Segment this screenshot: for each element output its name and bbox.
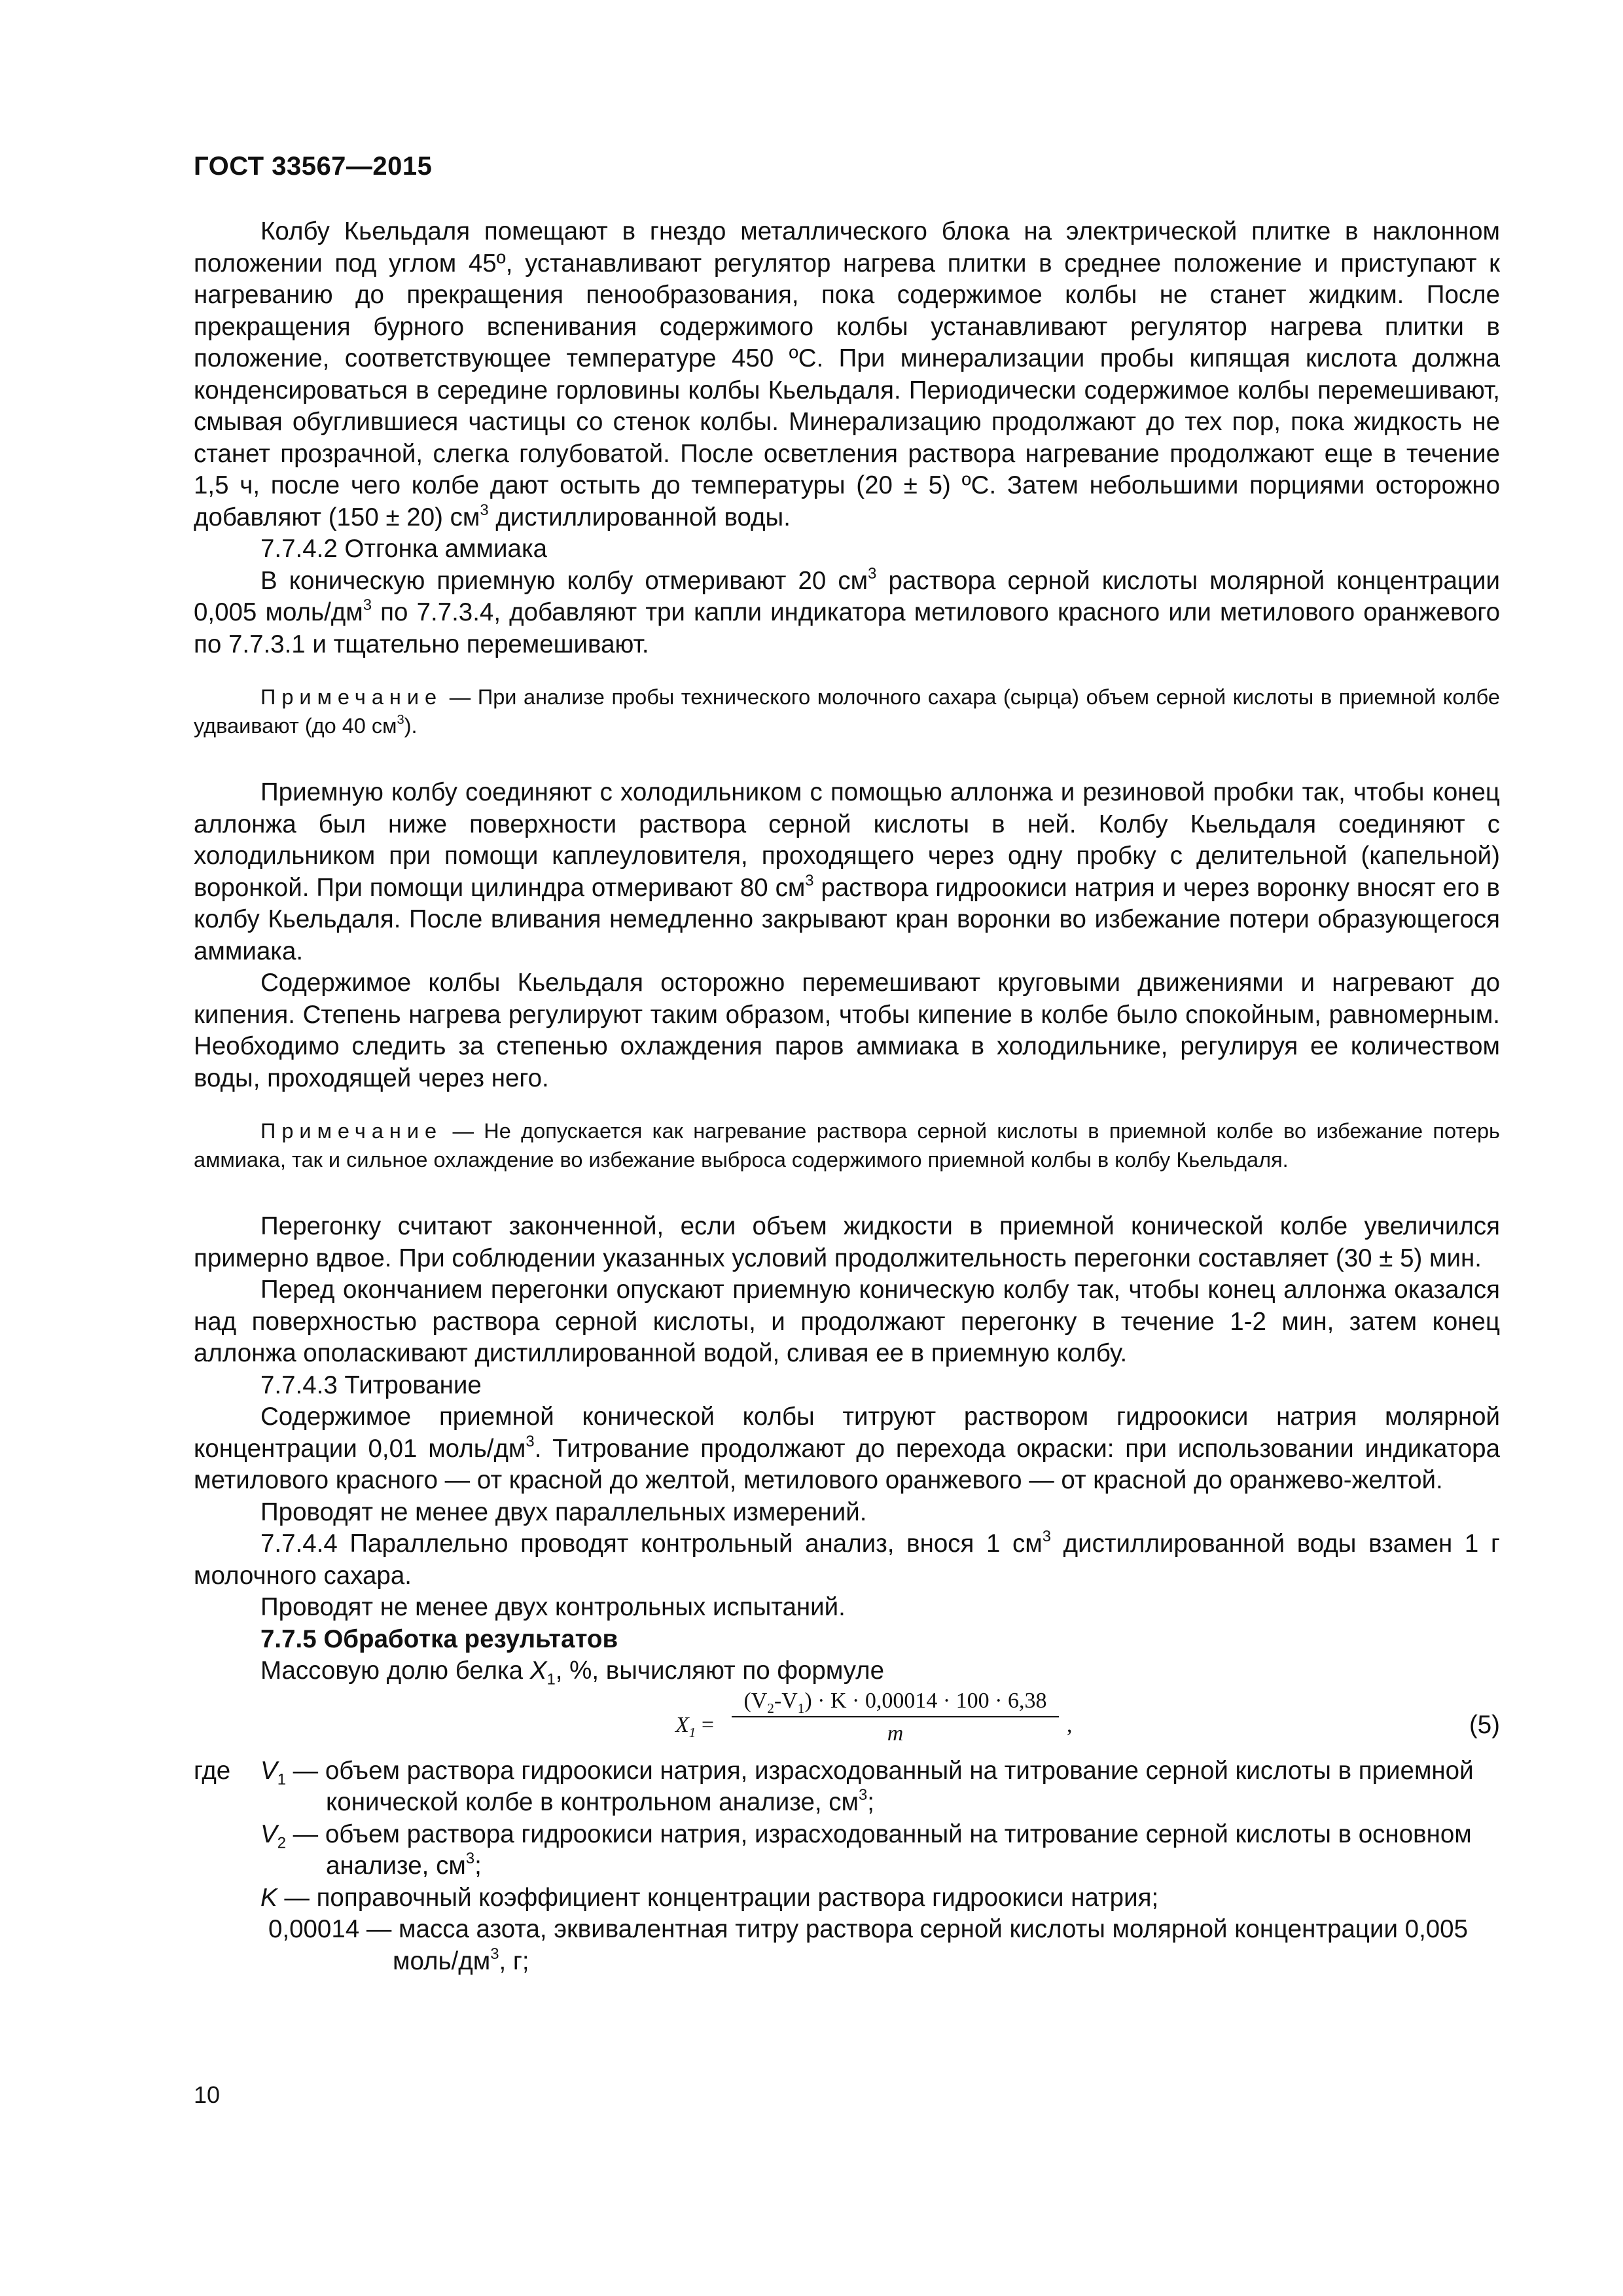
- note-1: Примечание — При анализе пробы технического молочного сахара (сырца) объем серной кислоты в приемной колбе удваивают (до 40 $см^3$).: [194, 685, 1500, 738]
- page-number: 10: [194, 2081, 221, 2108]
- standard-id: ГОСТ 33567—2015: [194, 152, 433, 181]
- paragraph-formula-intro: Массовую долю белка $X_1$, %, вычисляют по формуле: [260, 1657, 885, 1689]
- note-label: Примечание: [260, 1119, 443, 1143]
- paragraph-condenser: Приемную колбу соединяют с холодильником с помощью аллонжа и резиновой пробки так, чтобы конец аллонжа был ниже поверхности раствора серной кислоты в ней. Колбу Кьельдаля соединяют с холодильником при помощи каплеуловителя, проходящего через одну пробку с делительной (капельной) воронкой. При помощи цилиндра отмеривают 80 $см^3$ раствора гидроокиси натрия и через воронку вносят его в колбу Кьельдаля. После вливания немедленно закрывают кран воронки во избежание потери образующегося аммиака.: [194, 778, 1500, 965]
- formula-5: $X_1$ = $(V_2-V_1) \cdot K \cdot 0,00014 \cdot 100 \cdot 6,38$ m , (5): [194, 1687, 1500, 1755]
- definition-v1: где $V_1$ — объем раствора гидроокиси натрия, израсходованный на титрование серной кислоты в приемной конической колбе в контрольном анализе, $см^3$;: [194, 1756, 1474, 1816]
- paragraph-control-analysis: 7.7.4.4 Параллельно проводят контрольный анализ, внося 1 $см^3$ дистиллированной воды взамен 1 г молочного сахара.: [194, 1528, 1500, 1590]
- section-heading-7743: 7.7.4.3 Титрование: [260, 1371, 482, 1399]
- fraction-bar: [732, 1716, 1059, 1717]
- section-heading-7742: 7.7.4.2 Отгонка аммиака: [260, 535, 548, 563]
- definition-v2: $V_2$ — объем раствора гидроокиси натрия, израсходованный на титрование серной кислоты в основном анализе, $см^3$;: [260, 1820, 1472, 1880]
- document-body: [194, 216, 1500, 1977]
- formula-number: (5): [1469, 1710, 1500, 1739]
- formula-fraction: [732, 1687, 1059, 1748]
- document-header: [194, 152, 432, 181]
- formula-denominator: m: [887, 1721, 904, 1746]
- formula-numerator: $(V_2-V_1) \cdot K \cdot 0,00014 \cdot 100 \cdot 6,38$: [743, 1688, 1047, 1716]
- definition-nitrogen-mass: 0,00014 — масса азота, эквивалентная титру раствора серной кислоты молярной концентрации 0,005 моль/$дм^3$, г;: [268, 1915, 1468, 1975]
- paragraph-control-tests: Проводят не менее двух контрольных испытаний.: [260, 1593, 846, 1621]
- paragraph-mineralization: Колбу Кьельдаля помещают в гнездо металлического блока на электрической плитке в наклонном положении под углом 45º, устанавливают регулятор нагрева плитки в среднее положение и приступают к нагреванию до прекращения пенообразования, пока содержимое колбы не станет жидким. После прекращения бурного вспенивания содержимого колбы устанавливают регулятор нагрева плитки в положение, соответствующее температуре 450 ºС. При минерализации пробы кипящая кислота должна конденсироваться в середине горловины колбы Кьельдаля. Периодически содержимое колбы перемешивают, смывая обуглившиеся частицы со стенок колбы. Минерализацию продолжают до тех пор, пока жидкость не станет прозрачной, слегка голубоватой. После осветления раствора нагревание продолжают еще в течение 1,5 ч, после чего колбе дают остыть до температуры (20 ± 5) ºС. Затем небольшими порциями осторожно добавляют (150 ± 20) $см^3$ дистиллированной воды.: [194, 217, 1500, 531]
- definition-where-label: где: [194, 1756, 231, 1785]
- paragraph-receiving-flask: В коническую приемную колбу отмеривают 20 $см^3$ раствора серной кислоты молярной концентрации 0,005 моль/$дм^3$ по 7.7.3.4, добавляют три капли индикатора метилового красного или метилового оранжевого по 7.7.3.1 и тщательно перемешивают.: [194, 564, 1500, 658]
- note-label: Примечание: [260, 685, 443, 709]
- definition-k: K — поправочный коэффициент концентрации раствора гидроокиси натрия;: [260, 1883, 1159, 1912]
- section-heading-775: 7.7.5 Обработка результатов: [260, 1624, 618, 1653]
- note-2: Примечание — Не допускается как нагревание раствора серной кислоты в приемной колбе во избежание потерь аммиака, так и сильное охлаждение во избежание выброса содержимого приемной колбы в колбу Кьельдаля.: [194, 1119, 1500, 1172]
- paragraph-titration: Содержимое приемной конической колбы титруют раствором гидроокиси натрия молярной концентрации 0,01 моль/$дм^3$. Титрование продолжают до перехода окраски: при использовании индикатора метилового красного — от красной до желтой, метилового оранжевого — от красной до оранжево-желтой.: [194, 1403, 1500, 1494]
- paragraph-parallel-measurements: Проводят не менее двух параллельных измерений.: [260, 1498, 867, 1526]
- paragraph-boiling: Содержимое колбы Кьельдаля осторожно перемешивают круговыми движениями и нагревают до кипения. Степень нагрева регулируют таким образом, чтобы кипение в колбе было спокойным, равномерным. Необходимо следить за степенью охлаждения паров аммиака в холодильнике, регулируя ее количеством воды, проходящей через него.: [194, 969, 1500, 1092]
- paragraph-rinse: Перед окончанием перегонки опускают приемную коническую колбу так, чтобы конец аллонжа оказался над поверхностью раствора серной кислоты, и продолжают перегонку в течение 1-2 мин, затем конец аллонжа ополаскивают дистиллированной водой, сливая ее в приемную колбу.: [194, 1276, 1500, 1367]
- formula-lhs: $X_1$ =: [675, 1712, 715, 1740]
- paragraph-distillation-end: Перегонку считают законченной, если объем жидкости в приемной конической колбе увеличился примерно вдвое. При соблюдении указанных условий продолжительность перегонки составляет (30 ± 5) мин.: [194, 1212, 1500, 1272]
